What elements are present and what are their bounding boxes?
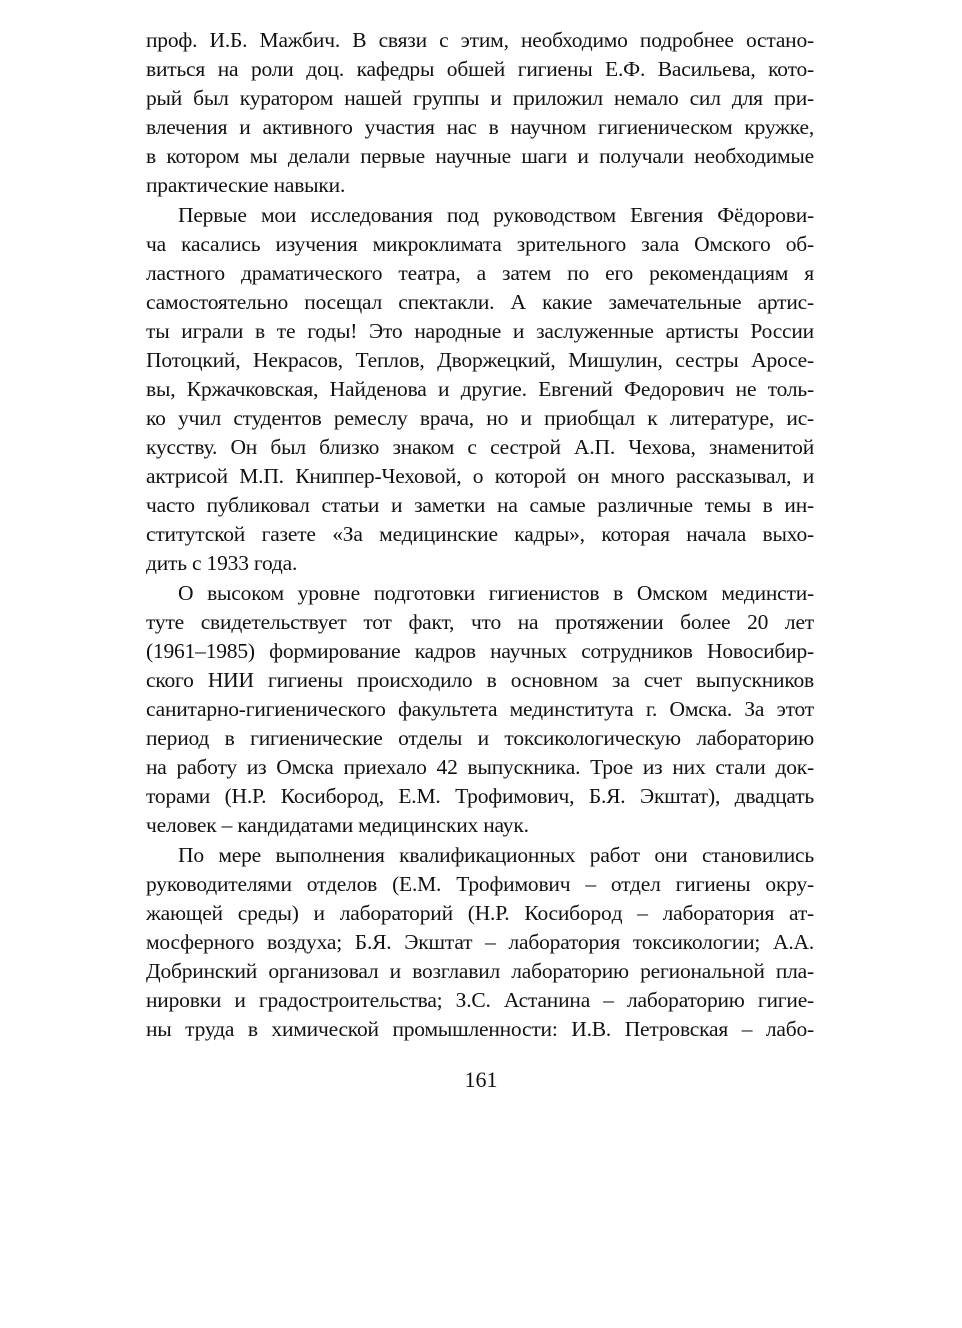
- page-body: [146, 26, 814, 1044]
- text-line: период в гигиенические отделы и токсикологическую лабораторию: [146, 726, 814, 750]
- paragraph-3: [146, 579, 814, 840]
- text-line: туте свидетельствует тот факт, что на протяжении более 20 лет: [146, 610, 814, 634]
- text-line: ты играли в те годы! Это народные и заслуженные артисты России: [146, 319, 814, 343]
- text-line: мосферного воздуха; Б.Я. Экштат – лаборатория токсикологии; А.А.: [146, 930, 814, 954]
- text-line: Потоцкий, Некрасов, Теплов, Дворжецкий, Мишулин, сестры Аросе-: [146, 348, 814, 372]
- text-line: виться на роли доц. кафедры обшей гигиены Е.Ф. Васильева, кото-: [146, 57, 814, 81]
- text-line: ститутской газете «За медицинские кадры», которая начала выхо-: [146, 522, 814, 546]
- text-line: рый был куратором нашей группы и приложил немало сил для при-: [146, 86, 814, 110]
- text-line: торами (Н.Р. Косиборoд, Е.М. Трофимович, Б.Я. Экштат), двадцать: [146, 784, 814, 808]
- text-line: ча касались изучения микроклимата зрительного зала Омского об-: [146, 232, 814, 256]
- paragraph-4: [146, 841, 814, 1044]
- text-line: часто публиковал статьи и заметки на самые различные темы в ин-: [146, 493, 814, 517]
- text-line: Первые мои исследования под руководством Евгения Фёдорови-: [178, 203, 814, 227]
- text-line: ластного драматического театра, а затем по его рекомендациям я: [146, 261, 814, 285]
- text-line: влечения и активного участия нас в научном гигиеническом кружке,: [146, 115, 814, 139]
- text-line: Добринский организовал и возглавил лабораторию региональной пла-: [146, 959, 814, 983]
- text-line: По мере выполнения квалификационных работ они становились: [178, 843, 814, 867]
- text-line: О высоком уровне подготовки гигиенистов в Омском мединсти-: [178, 581, 814, 605]
- text-line: жающей среды) и лабораторий (Н.Р. Косиборoд – лаборатория ат-: [146, 901, 814, 925]
- text-line: актрисой М.П. Книппер-Чеховой, о которой он много рассказывал, и: [146, 464, 814, 488]
- text-line: дить с 1933 года.: [146, 551, 298, 575]
- text-line: в котором мы делали первые научные шаги и получали необходимые: [146, 144, 814, 168]
- text-line: санитарно-гигиенического факультета мединститута г. Омска. За этот: [146, 697, 814, 721]
- text-line: человек – кандидатами медицинских наук.: [146, 813, 529, 837]
- text-line: проф. И.Б. Мажбич. В связи с этим, необходимо подробнее остано-: [146, 28, 814, 52]
- page-number: 161: [464, 1067, 498, 1092]
- text-line: на работу из Омска приехало 42 выпускника. Трое из них стали док-: [146, 755, 814, 779]
- text-line: ко учил студентов ремеслу врача, но и приобщал к литературе, ис-: [146, 406, 814, 430]
- text-line: (1961–1985) формирование кадров научных сотрудников Новосибир-: [146, 639, 814, 663]
- paragraph-2: [146, 201, 814, 578]
- text-line: вы, Кржачковская, Найденова и другие. Евгений Федорович не толь-: [146, 377, 814, 401]
- text-line: самостоятельно посещал спектакли. А какие замечательные артис-: [146, 290, 814, 314]
- text-line: кусству. Он был близко знаком с сестрой А.П. Чехова, знаменитой: [146, 435, 814, 459]
- paragraph-1: [146, 26, 814, 200]
- text-line: руководителями отделов (Е.М. Трофимович – отдел гигиены окру-: [146, 872, 814, 896]
- text-line: нировки и градостроительства; З.С. Астанина – лабораторию гигие-: [146, 988, 814, 1012]
- text-line: ского НИИ гигиены происходило в основном за счет выпускников: [146, 668, 814, 692]
- text-line: практические навыки.: [146, 173, 346, 197]
- text-line: ны труда в химической промышленности: И.В. Петровская – лабо-: [146, 1017, 814, 1041]
